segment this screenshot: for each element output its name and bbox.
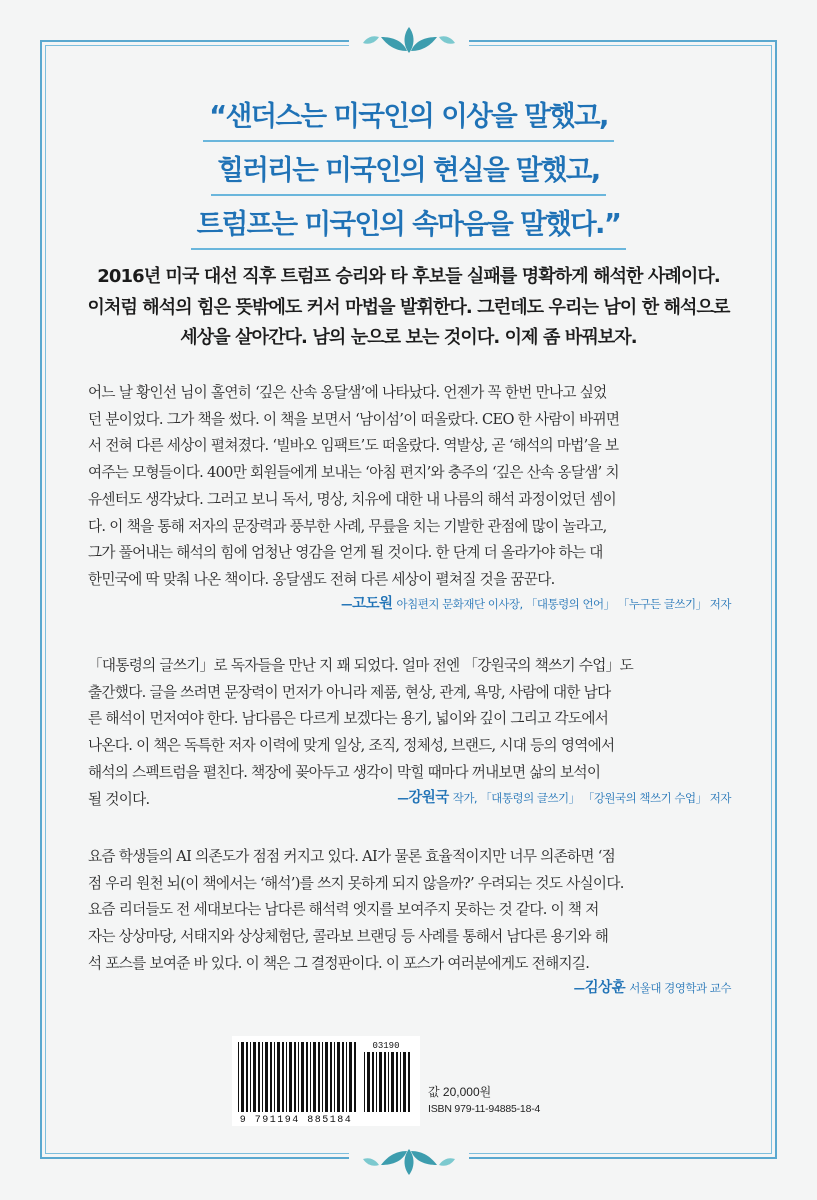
- review-line: 한민국에 딱 맞춰 나온 책이다. 옹달샘도 전혀 다른 세상이 펼쳐질 것을 꿈꾼다.: [88, 570, 555, 588]
- barcode-bar: [372, 1052, 374, 1112]
- review-line: 른 해석이 먼저여야 한다. 남다름은 다르게 보겠다는 용기, 넓이와 깊이 그리고 각도에서: [88, 710, 609, 728]
- barcode-bar: [403, 1052, 406, 1112]
- price-info: [428, 1083, 540, 1117]
- barcode-bar: [246, 1042, 248, 1112]
- barcode-bar: [325, 1042, 328, 1112]
- reviewer-signature: [397, 788, 731, 808]
- review-line: 「대통령의 글쓰기」로 독자들을 만난 지 꽤 되었다. 얼마 전엔 「강원국의 책쓰기 수업」도: [88, 657, 633, 674]
- reviewer-title: 서울대 경영학과 교수: [629, 980, 731, 995]
- lead-line: 2016년 미국 대선 직후 트럼프 승리와 타 후보들 실패를 명확하게 해석한 사례이다.: [97, 266, 720, 287]
- bottom-leaf-ornament-icon: [349, 1137, 469, 1181]
- barcode-number: 9 791194 885184: [239, 1115, 353, 1126]
- barcode-bar: [301, 1042, 304, 1112]
- barcode-bar: [367, 1052, 370, 1112]
- barcode-bar: [306, 1042, 308, 1112]
- review-line: 어느 날 황인선 님이 홀연히 ‘깊은 산속 옹달샘’에 나타났다. 언젠가 꼭 한번 만나고 싶었: [88, 384, 607, 401]
- barcode-bar: [277, 1042, 280, 1112]
- isbn-barcode: [232, 1036, 420, 1126]
- barcode-bar: [349, 1042, 352, 1112]
- lead-line: 이처럼 해석의 힘은 뜻밖에도 커서 마법을 발휘한다. 그런데도 우리는 남이 한 해석으로: [87, 296, 730, 318]
- review-line: 여주는 모형들이다. 400만 회원들에게 보내는 ‘아침 편지’와 충주의 ‘깊은 산속 옹달샘’ 치: [88, 464, 619, 482]
- barcode-bar: [313, 1042, 316, 1112]
- top-leaf-ornament-icon: [349, 21, 469, 65]
- review-line: 요즘 리더들도 전 세대보다는 남다른 해석력 엣지를 보여주지 못하는 것 같다. 이 책 저: [88, 901, 599, 919]
- reviewer-title: 작가, 「대통령의 글쓰기」 「강원국의 책쓰기 수업」 저자: [452, 790, 731, 805]
- review-line: 해석의 스펙트럼을 펼친다. 책장에 꽂아두고 생각이 막힐 때마다 꺼내보면 삶의 보석이: [88, 763, 601, 781]
- barcode-bar: [238, 1042, 239, 1112]
- reviewer-signature: [88, 978, 731, 998]
- barcode-bar: [388, 1052, 389, 1112]
- price-label: 값 20,000원: [428, 1085, 492, 1099]
- isbn-label: ISBN 979-11-94885-18-4: [428, 1103, 541, 1115]
- barcode-bar: [346, 1042, 347, 1112]
- barcode-bar: [262, 1042, 263, 1112]
- lead-line: 세상을 살아간다. 남의 눈으로 보는 것이다. 이제 좀 바꿔보자.: [180, 327, 637, 348]
- barcode-bar: [286, 1042, 287, 1112]
- sig-dash: —: [341, 596, 352, 611]
- review-godowon: [88, 380, 731, 614]
- sig-dash: —: [397, 790, 409, 805]
- barcode-bar: [282, 1042, 284, 1112]
- reviewer-signature: [88, 594, 731, 614]
- barcode-bar: [289, 1042, 292, 1112]
- barcode-addon-number: 03190: [372, 1041, 400, 1051]
- reviewer-title: 아침편지 문화재단 이사장, 「대통령의 언어」 「누구든 글쓰기」 저자: [396, 596, 731, 611]
- review-line: 던 분이었다. 그가 책을 썼다. 이 책을 보면서 ‘남이섬’이 떠올랐다. CEO 한 사람이 바뀌면: [88, 410, 620, 428]
- barcode-bar: [298, 1042, 299, 1112]
- quote-line-1: “샌더스는 미국인의 이상을 말했고,: [0, 96, 817, 142]
- lead-paragraph: [72, 262, 745, 354]
- reviewer-name: 고도원: [352, 595, 393, 612]
- review-line: 출간했다. 글을 쓰려면 문장력이 먼저가 아니라 제품, 현상, 관계, 욕망, 사람에 대한 남다: [88, 683, 611, 701]
- headline-quote: [0, 96, 817, 250]
- review-line: 유센터도 생각났다. 그러고 보니 독서, 명상, 치유에 대한 내 나름의 해석 과정이었던 셈이: [88, 490, 617, 508]
- barcode-bar: [322, 1042, 323, 1112]
- barcode-bar: [330, 1042, 332, 1112]
- barcode-bar: [318, 1042, 320, 1112]
- review-line: 될 것이다. —강원국 작가, 「대통령의 글쓰기」 「강원국의 책쓰기 수업」 저자: [88, 789, 731, 808]
- barcode-bar: [376, 1052, 377, 1112]
- barcode-bar: [334, 1042, 335, 1112]
- barcode-bar: [253, 1042, 256, 1112]
- reviewer-name: 강원국: [408, 789, 449, 806]
- barcode-bar: [391, 1052, 394, 1112]
- review-line: 다. 이 책을 통해 저자의 문장력과 풍부한 사례, 무릎을 치는 기발한 관점에 많이 놀라고,: [88, 517, 607, 535]
- barcode-bar: [250, 1042, 251, 1112]
- reviewer-name: 김상훈: [584, 979, 626, 996]
- barcode-bar: [364, 1052, 365, 1112]
- quote-line-3: 트럼프는 미국인의 속마음을 말했다.”: [0, 204, 817, 250]
- barcode-bar: [379, 1052, 382, 1112]
- barcode-bar: [270, 1042, 272, 1112]
- barcode-bar: [354, 1042, 356, 1112]
- review-line: 점 우리 원천 뇌(이 책에서는 ‘해석’)를 쓰지 못하게 되지 않을까?’ 우려되는 것도 사실이다.: [88, 874, 624, 892]
- barcode-bar: [265, 1042, 268, 1112]
- review-line: 자는 상상마당, 서태지와 상상체험단, 콜라보 브랜딩 등 사례를 통해서 남다른 용기와 해: [88, 928, 609, 946]
- barcode-bar: [294, 1042, 296, 1112]
- sig-dash: —: [573, 980, 585, 995]
- review-kimsanghoon: [88, 844, 731, 998]
- barcode-bar: [310, 1042, 311, 1112]
- barcode-bar: [258, 1042, 260, 1112]
- barcode-bar: [241, 1042, 244, 1112]
- review-line: 나온다. 이 책은 독특한 저자 이력에 맞게 일상, 조직, 정체성, 브랜드, 시대 등의 영역에서: [88, 737, 615, 755]
- barcode-bar: [400, 1052, 401, 1112]
- review-kangwonkook: [88, 653, 731, 813]
- barcode-bar: [342, 1042, 344, 1112]
- barcode-bar: [408, 1052, 410, 1112]
- barcode-bar: [337, 1042, 340, 1112]
- review-line: 그가 풀어내는 해석의 힘에 엄청난 영감을 얻게 될 것이다. 한 단계 더 올라가야 하는 대: [88, 544, 603, 562]
- barcode-bar: [396, 1052, 398, 1112]
- quote-line-2: 힐러리는 미국인의 현실을 말했고,: [0, 150, 817, 196]
- review-line: 석 포스를 보여준 바 있다. 이 책은 그 결정판이다. 이 포스가 여러분에게도 전해지길.: [88, 954, 590, 972]
- barcode-bar: [274, 1042, 275, 1112]
- review-line: 서 전혀 다른 세상이 펼쳐졌다. ‘빌바오 임팩트’도 떠올랐다. 역발상, 곧 ‘해석의 마법’을 보: [88, 437, 619, 455]
- barcode-bar: [384, 1052, 386, 1112]
- review-line: 요즘 학생들의 AI 의존도가 점점 커지고 있다. AI가 물론 효율적이지만 너무 의존하면 ‘점: [88, 848, 616, 865]
